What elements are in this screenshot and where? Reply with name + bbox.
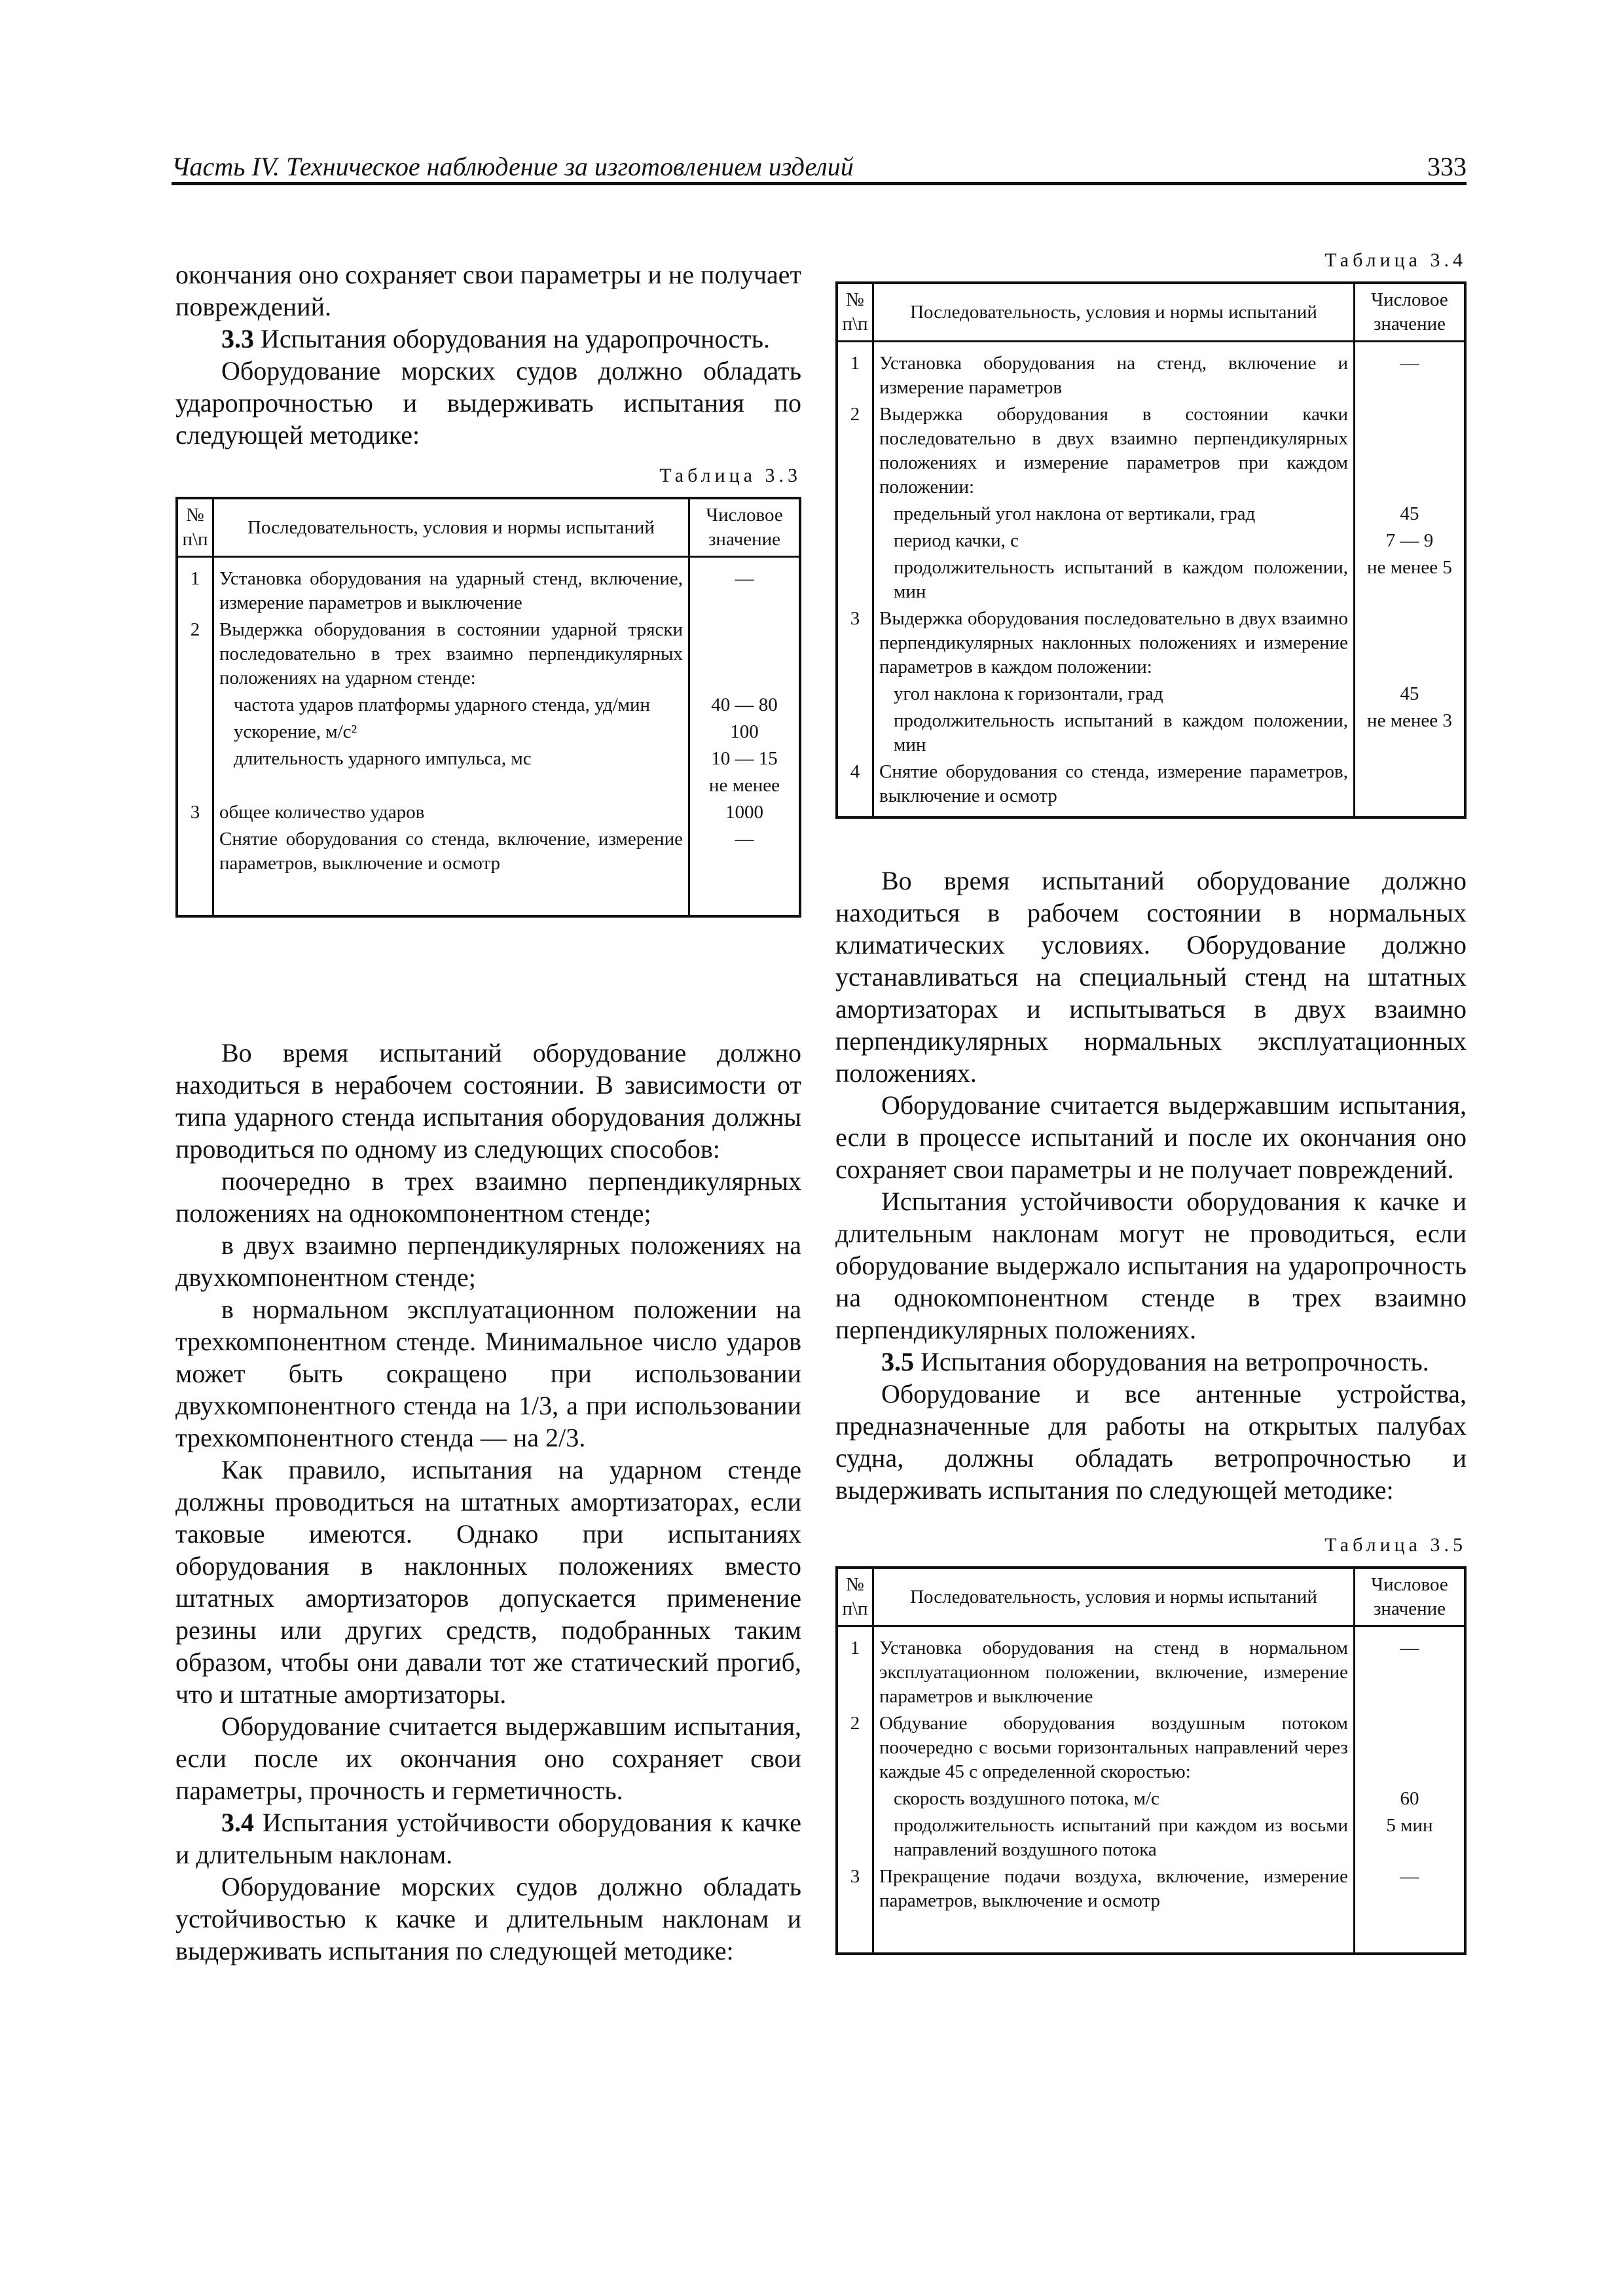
header-sequence: Последовательность, условия и нормы испытаний (873, 1568, 1355, 1626)
running-header (172, 145, 1467, 185)
header-value: Числовое значение (1355, 283, 1466, 342)
row-number: 4 (837, 759, 873, 817)
row-value: 40 — 80 (689, 692, 801, 719)
table-row (837, 681, 1465, 708)
row-text: продолжительность испытаний в каждом положении, мин (873, 554, 1355, 605)
table-row (177, 719, 800, 745)
row-value: — (689, 826, 801, 916)
table-caption: Таблица 3.5 (1324, 1534, 1467, 1556)
header-number: № п\п (837, 1568, 873, 1626)
row-number: 3 (177, 799, 213, 826)
left-column (175, 259, 801, 1967)
table-row (177, 692, 800, 719)
row-text: Прекращение подачи воздуха, включение, измерение параметров, выключение и осмотр (873, 1863, 1355, 1954)
table-caption: Таблица 3.4 (1324, 249, 1467, 271)
table-row (177, 745, 800, 772)
header-number: № п\п (177, 498, 213, 557)
right-column (835, 247, 1467, 1955)
row-text: скорость воздушного потока, м/с (873, 1785, 1355, 1812)
section-title: Испытания оборудования на ветропрочность. (914, 1347, 1429, 1376)
table-header-row (177, 498, 800, 557)
table-row (177, 772, 800, 799)
table-caption: Таблица 3.3 (659, 465, 801, 486)
section-heading-3-3 (175, 323, 801, 355)
row-text: общее количество ударов (213, 799, 689, 826)
table-row (837, 1710, 1465, 1785)
row-value: 10 — 15 (689, 745, 801, 772)
row-text: длительность ударного импульса, мс (213, 745, 689, 772)
row-number: 2 (837, 401, 873, 501)
table-row (177, 617, 800, 692)
row-number: 1 (177, 557, 213, 617)
row-value: не менее (689, 772, 801, 799)
table-row (837, 501, 1465, 528)
table-row (837, 605, 1465, 681)
row-value: 45 (1355, 681, 1466, 708)
table-row (837, 1626, 1465, 1711)
row-text: Установка оборудования на стенд, включение и измерение параметров (873, 342, 1355, 402)
table-row (177, 557, 800, 617)
table-row (177, 799, 800, 826)
row-value: 5 мин (1355, 1812, 1466, 1863)
header-sequence: Последовательность, условия и нормы испытаний (213, 498, 689, 557)
section-heading-3-4 (175, 1806, 801, 1871)
paragraph: Оборудование считается выдержавшим испытания, если после их окончания оно сохраняет свои параметры, прочность и герметичность. (175, 1712, 801, 1805)
table-row (837, 342, 1465, 402)
paragraph: окончания оно сохраняет свои параметры и не получает повреждений. (175, 260, 801, 321)
paragraph: Во время испытаний оборудование должно находиться в нерабочем состоянии. В зависимости от типа ударного стенда испытания оборудования должны проводиться по одному из следующих способов: (175, 1038, 801, 1164)
row-value: 45 (1355, 501, 1466, 528)
table-row (837, 554, 1465, 605)
table-header-row (837, 1568, 1465, 1626)
row-number: 2 (837, 1710, 873, 1785)
row-value: 7 — 9 (1355, 528, 1466, 554)
paragraph: в двух взаимно перпендикулярных положениях на двухкомпонентном стенде; (175, 1230, 801, 1292)
row-value: 1000 (689, 799, 801, 826)
row-value: — (1355, 342, 1466, 402)
paragraph: в нормальном эксплуатационном положении на трехкомпонентном стенде. Минимальное число ударов может быть сокращено при использовании двухкомпонентного стенда на 1/3, а при использовании трехкомпонентного стенда — на 2/3. (175, 1295, 801, 1452)
row-text: Выдержка оборудования в состоянии ударной тряски последовательно в трех взаимно перпендикулярных положениях на ударном стенде: (213, 617, 689, 692)
table-row (837, 708, 1465, 759)
row-text: продолжительность испытаний в каждом положении, мин (873, 708, 1355, 759)
row-value: — (689, 557, 801, 617)
row-number: 1 (837, 342, 873, 402)
row-value: 100 (689, 719, 801, 745)
row-value: — (1355, 1863, 1466, 1954)
row-text: продолжительность испытаний при каждом из восьми направлений воздушного потока (873, 1812, 1355, 1863)
row-value (1355, 759, 1466, 817)
section-number: 3.3 (221, 324, 254, 353)
table-row (837, 1812, 1465, 1863)
row-value: — (1355, 1626, 1466, 1711)
row-text: Выдержка оборудования последовательно в двух взаимно перпендикулярных наклонных положениях и измерение параметров в каждом положении: (873, 605, 1355, 681)
row-value: не менее 3 (1355, 708, 1466, 759)
header-number: № п\п (837, 283, 873, 342)
table-row (837, 528, 1465, 554)
table-3-3 (175, 497, 801, 918)
paragraph: Испытания устойчивости оборудования к качке и длительным наклонам могут не проводиться, если оборудование выдержало испытания на ударопрочность на однокомпонентном стенде в трех взаимно перпендикулярных положениях. (835, 1187, 1467, 1344)
table-3-5 (835, 1566, 1467, 1955)
table-row (837, 759, 1465, 817)
row-number: 3 (837, 1863, 873, 1954)
section-number: 3.4 (221, 1808, 254, 1837)
section-title: Испытания устойчивости оборудования к качке и длительным наклонам. (175, 1808, 801, 1869)
row-value: не менее 5 (1355, 554, 1466, 605)
table-3-4 (835, 281, 1467, 819)
row-number: 3 (837, 605, 873, 681)
row-number: 1 (837, 1626, 873, 1711)
row-text: Обдувание оборудования воздушным потоком поочередно с восьми горизонтальных направлений через каждые 45 с определенной скоростью: (873, 1710, 1355, 1785)
paragraph: Оборудование и все антенные устройства, предназначенные для работы на открытых палубах судна, должны обладать ветропрочностью и выдерживать испытания по следующей методике: (835, 1379, 1467, 1505)
row-text: Снятие оборудования со стенда, включение, измерение параметров, выключение и осмотр (213, 826, 689, 916)
header-value: Числовое значение (689, 498, 801, 557)
header-value: Числовое значение (1355, 1568, 1466, 1626)
row-text: Установка оборудования на ударный стенд, включение, измерение параметров и выключение (213, 557, 689, 617)
page-number: 333 (1427, 152, 1467, 181)
row-text: Выдержка оборудования в состоянии качки последовательно в двух взаимно перпендикулярных положениях и измерение параметров при каждом положении: (873, 401, 1355, 501)
row-text: предельный угол наклона от вертикали, град (873, 501, 1355, 528)
header-sequence: Последовательность, условия и нормы испытаний (873, 283, 1355, 342)
row-text: частота ударов платформы ударного стенда, уд/мин (213, 692, 689, 719)
table-row (837, 1785, 1465, 1812)
paragraph: Во время испытаний оборудование должно находиться в рабочем состоянии в нормальных климатических условиях. Оборудование должно устанавливаться на специальный стенд на штатных амортизаторах и испытываться в двух взаимно перпендикулярных нормальных эксплуатационных положениях. (835, 866, 1467, 1088)
table-header-row (837, 283, 1465, 342)
table-row (837, 1863, 1465, 1954)
table-row (177, 826, 800, 916)
running-header-title: Часть IV. Техническое наблюдение за изготовлением изделий (172, 152, 854, 181)
paragraph: Оборудование морских судов должно обладать ударопрочностью и выдерживать испытания по следующей методике: (175, 356, 801, 450)
paragraph: Оборудование морских судов должно обладать устойчивостью к качке и длительным наклонам и выдерживать испытания по следующей методике: (175, 1872, 801, 1965)
section-title: Испытания оборудования на ударопрочность. (254, 324, 770, 353)
section-number: 3.5 (881, 1347, 914, 1376)
table-row (837, 401, 1465, 501)
paragraph: Как правило, испытания на ударном стенде должны проводиться на штатных амортизаторах, если таковые имеются. Однако при испытаниях оборудования в наклонных положениях вместо штатных амортизаторов допускается применение резины или других средств, подобранных таким образом, чтобы они давали тот же статический прогиб, что и штатные амортизаторы. (175, 1455, 801, 1709)
row-text: Установка оборудования на стенд в нормальном эксплуатационном положении, включение, измерение параметров и выключение (873, 1626, 1355, 1711)
row-text: Снятие оборудования со стенда, измерение параметров, выключение и осмотр (873, 759, 1355, 817)
row-number: 2 (177, 617, 213, 692)
paragraph: Оборудование считается выдержавшим испытания, если в процессе испытаний и после их окончания оно сохраняет свои параметры и не получает повреждений. (835, 1090, 1467, 1184)
section-heading-3-5 (835, 1346, 1467, 1378)
row-text: угол наклона к горизонтали, град (873, 681, 1355, 708)
row-text: ускорение, м/с² (213, 719, 689, 745)
paragraph: поочередно в трех взаимно перпендикулярных положениях на однокомпонентном стенде; (175, 1166, 801, 1228)
row-value: 60 (1355, 1785, 1466, 1812)
row-text: период качки, с (873, 528, 1355, 554)
